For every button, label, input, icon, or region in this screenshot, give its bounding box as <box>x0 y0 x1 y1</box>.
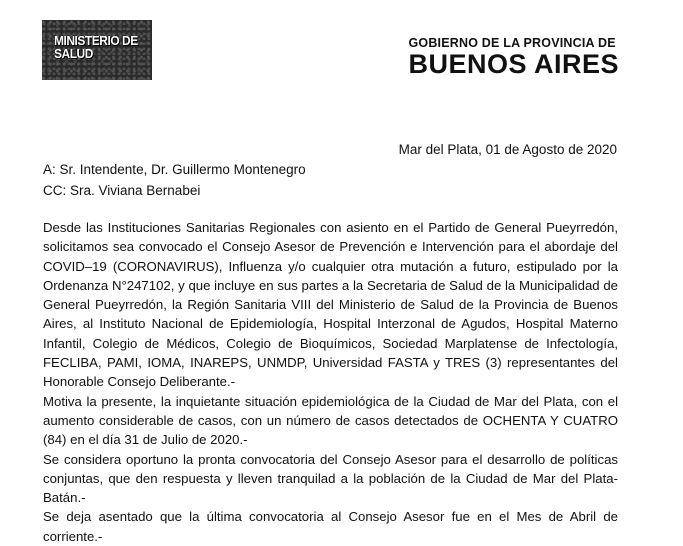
letter-recipient: A: Sr. Intendente, Dr. Guillermo Montenegro <box>43 162 306 177</box>
body-paragraph-2: Motiva la presente, la inquietante situación epidemiológica de la Ciudad de Mar del Plata, con el aumento considerable de casos, con un número de casos detectados de OCHENTA Y CUATRO (84) en el día 31 de Julio de 2020.- <box>43 393 618 448</box>
ministry-logo-line-2: SALUD <box>54 46 93 61</box>
letter-body <box>43 218 618 546</box>
body-paragraph-4: Se deja asentado que la última convocatoria al Consejo Asesor fue en el Mes de Abril de corriente.- <box>43 509 618 544</box>
body-paragraph-3: Se considera oportuno la pronta convocatoria del Consejo Asesor para el desarrollo de políticas conjuntas, que den respuesta y lleven tranquilad a la población de la Ciudad de Mar del Plata-Batán.- <box>43 451 618 506</box>
province-header <box>408 36 619 79</box>
province-government-line: GOBIERNO DE LA PROVINCIA DE <box>408 36 616 50</box>
ministry-logo-line-1: MINISTERIO DE <box>54 33 138 48</box>
ministerio-de-salud-logo <box>42 20 152 80</box>
body-paragraph-1: Desde las Instituciones Sanitarias Regionales con asiento en el Partido de General Pueyrredón, solicitamos sea convocado el Consejo Asesor de Prevención e Intervención para el abordaje del COVID–19 (CORONAVIRUS), Influenza y/o cualquier otra mutación a futuro, estipulado por la Ordenanza N°247102, y que incluye en sus partes a la Secretaria de Salud de la Municipalidad de General Pueyrredón, la Región Sanitaria VIII del Ministerio de Salud de la Provincia de Buenos Aires, al Instituto Nacional de Epidemiología, Hospital Interzonal de Agudos, Hospital Materno Infantil, Colegio de Médicos, Colegio de Bioquímicos, Sociedad Marplatense de Infectología, FECLIBA, PAMI, IOMA, INAREPS, UNMDP, Universidad FASTA y TRES (3) representantes del Honorable Consejo Deliberante.- <box>43 220 618 390</box>
letter-date: Mar del Plata, 01 de Agosto de 2020 <box>398 142 617 157</box>
letter-cc: CC: Sra. Viviana Bernabei <box>43 183 201 198</box>
province-name: BUENOS AIRES <box>408 49 619 79</box>
